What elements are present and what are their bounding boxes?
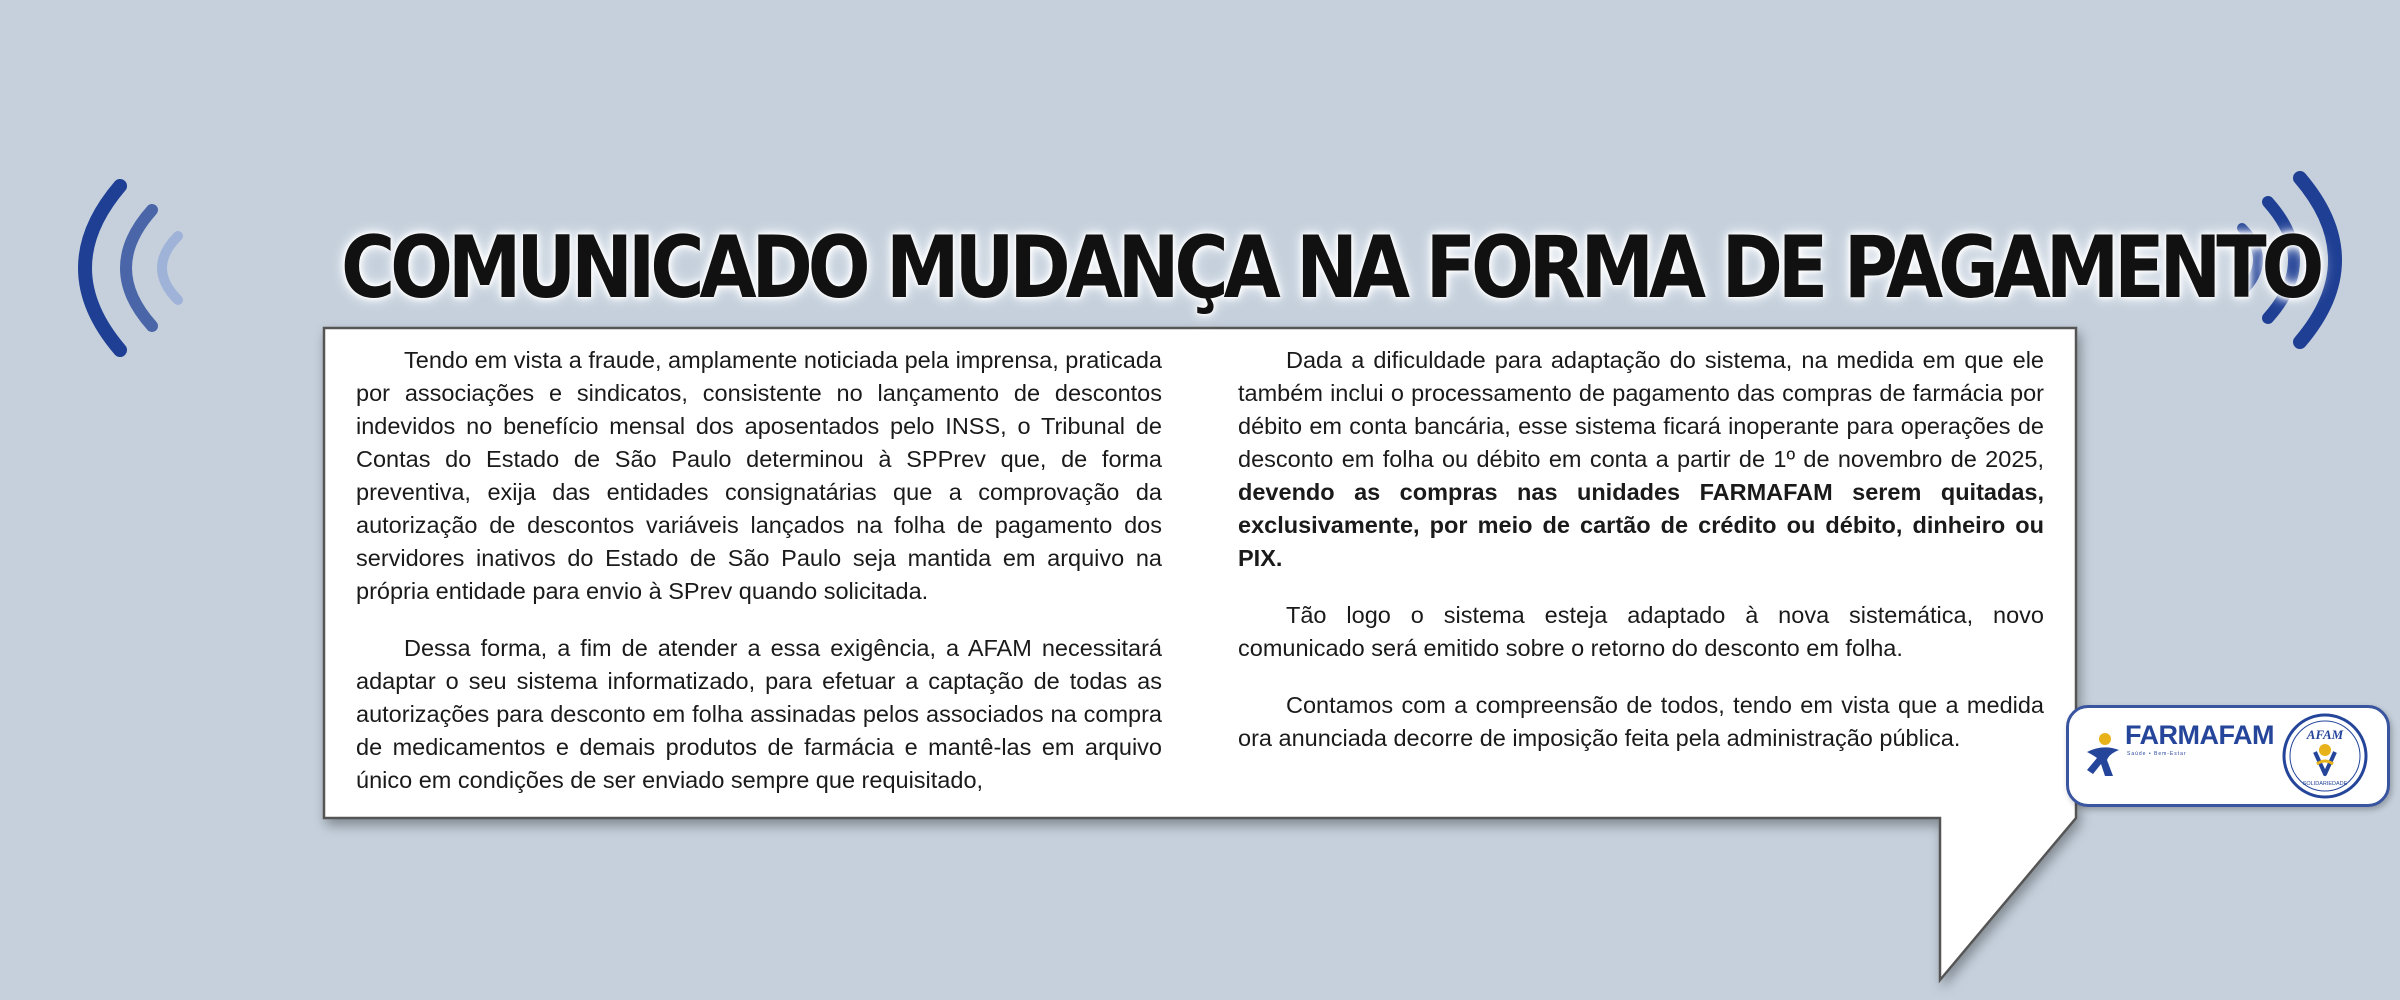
body-column-right bbox=[1238, 344, 2044, 779]
paragraph-fraud-context: Tendo em vista a fraude, amplamente noticiada pela imprensa, praticada por associações e sindicatos, consistente no lançamento de descontos indevidos no benefício mensal dos aposentados pelo INSS, o Tribunal de Contas do Estado de São Paulo determinou à SPPrev que, de forma preventiva, exija das entidades consignatárias que a comprovação da autorização de descontos variáveis lançados na folha de pagamento dos servidores inativos do Estado de São Paulo seja mantida em arquivo na própria entidade para envio à SPrev quando solicitada. bbox=[356, 347, 1162, 604]
paragraph-closing: Contamos com a compreensão de todos, tendo em vista que a medida ora anunciada decorre de imposição feita pela administração pública. bbox=[1238, 692, 2044, 751]
body-column-left bbox=[356, 344, 1162, 821]
page-title bbox=[180, 208, 2320, 328]
farmafam-logo-text: FARMAFAM bbox=[2125, 720, 2274, 750]
afam-seal-motto: SOLIDARIEDADE bbox=[2302, 781, 2348, 787]
broadcast-waves-left-icon bbox=[60, 168, 200, 368]
afam-seal-icon bbox=[2281, 712, 2369, 800]
paragraph-payment-change bbox=[1238, 344, 2044, 575]
farmafam-figure-icon bbox=[2083, 730, 2123, 780]
logo-card bbox=[2066, 705, 2390, 807]
payment-change-text: Dada a dificuldade para adaptação do sistema, na medida em que ele também inclui o processamento de pagamento das compras de farmácia por débito em conta bancária, esse sistema ficará inoperante para operações de desconto em folha ou débito em conta a partir de 1º de novembro de 2025, bbox=[1238, 347, 2044, 472]
afam-seal-name: AFAM bbox=[2306, 727, 2344, 742]
payment-methods-highlight: devendo as compras nas unidades FARMAFAM serem quitadas, exclusivamente, por meio de cartão de crédito ou débito, dinheiro ou PIX. bbox=[1238, 479, 2044, 571]
paragraph-future-notice: Tão logo o sistema esteja adaptado à nova sistemática, novo comunicado será emitido sobre o retorno do desconto em folha. bbox=[1238, 602, 2044, 661]
title-text: COMUNICADO MUDANÇA NA FORMA DE PAGAMENTO bbox=[341, 218, 2320, 318]
farmafam-tagline: Saúde • Bem-Estar bbox=[2127, 751, 2187, 757]
paragraph-system-adaptation: Dessa forma, a fim de atender a essa exigência, a AFAM necessitará adaptar o seu sistema informatizado, para efetuar a captação de todas as autorizações para desconto em folha assinadas pelos associados na compra de medicamentos e demais produtos de farmácia e mantê-las em arquivo único em condições de ser enviado sempre que requisitado, bbox=[356, 635, 1162, 793]
